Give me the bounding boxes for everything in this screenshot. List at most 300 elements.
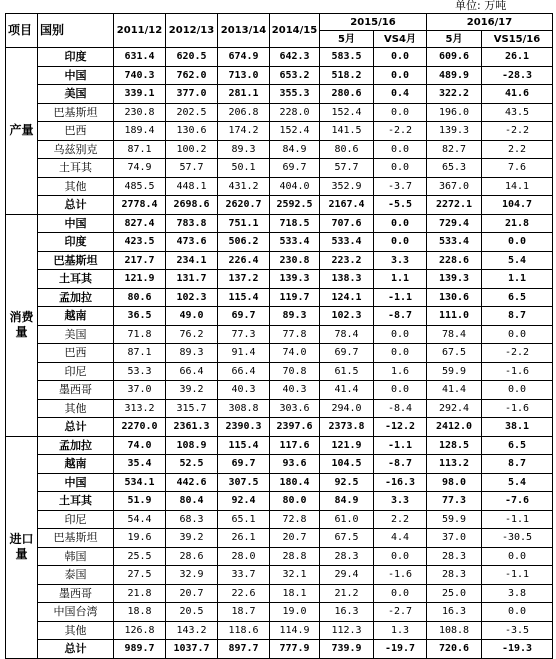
value-cell: 111.0 [427,307,482,326]
value-cell: 20.7 [166,584,218,603]
table-row [6,640,553,659]
value-cell: 77.8 [270,325,320,344]
value-cell: -5.5 [374,196,427,215]
value-cell: 82.7 [427,140,482,159]
section-label: 进口量 [6,436,38,658]
value-cell: 28.3 [427,566,482,585]
value-cell: 89.3 [166,344,218,363]
value-cell: 0.0 [374,344,427,363]
value-cell: 35.4 [114,455,166,474]
value-cell: -1.1 [374,436,427,455]
value-cell: 315.7 [166,399,218,418]
country-cell: 巴基斯坦 [38,529,114,548]
country-cell: 土耳其 [38,270,114,289]
value-cell: 729.4 [427,214,482,233]
value-cell: 152.4 [320,103,374,122]
header-year-2: 2012/13 [166,14,218,48]
header-year-3: 2013/14 [218,14,270,48]
value-cell: 74.0 [114,436,166,455]
value-cell: 234.1 [166,251,218,270]
value-cell: 84.9 [320,492,374,511]
value-cell: 897.7 [218,640,270,659]
value-cell: 2373.8 [320,418,374,437]
table-row [6,159,553,178]
value-cell: 92.4 [218,492,270,511]
table-row [6,85,553,104]
value-cell: 39.2 [166,529,218,548]
value-cell: 66.4 [166,362,218,381]
value-cell: 292.4 [427,399,482,418]
value-cell: 115.4 [218,436,270,455]
table-row [6,418,553,437]
country-cell: 其他 [38,177,114,196]
value-cell: -1.6 [482,399,553,418]
value-cell: 108.8 [427,621,482,640]
value-cell: 37.0 [427,529,482,548]
value-cell: 69.7 [270,159,320,178]
value-cell: 38.1 [482,418,553,437]
country-cell: 巴基斯坦 [38,103,114,122]
table-row [6,196,553,215]
value-cell: 71.8 [114,325,166,344]
country-cell: 中国台湾 [38,603,114,622]
table-row [6,48,553,67]
value-cell: 189.4 [114,122,166,141]
value-cell: 642.3 [270,48,320,67]
table-row [6,547,553,566]
value-cell: 104.5 [320,455,374,474]
value-cell: 0.0 [374,48,427,67]
value-cell: -19.3 [482,640,553,659]
value-cell: 0.0 [482,325,553,344]
value-cell: 6.5 [482,436,553,455]
unit-label: 单位: 万吨 [455,0,507,12]
table-row [6,584,553,603]
value-cell: 0.0 [374,159,427,178]
value-cell: 28.8 [270,547,320,566]
value-cell: 98.0 [427,473,482,492]
value-cell: 28.6 [166,547,218,566]
value-cell: 0.0 [374,214,427,233]
value-cell: -3.7 [374,177,427,196]
value-cell: 280.6 [320,85,374,104]
value-cell: 2778.4 [114,196,166,215]
value-cell: 33.7 [218,566,270,585]
value-cell: 32.1 [270,566,320,585]
country-cell: 墨西哥 [38,584,114,603]
value-cell: 506.2 [218,233,270,252]
value-cell: 533.4 [427,233,482,252]
value-cell: 4.4 [374,529,427,548]
table-row [6,529,553,548]
country-cell: 土耳其 [38,159,114,178]
value-cell: 126.8 [114,621,166,640]
value-cell: 93.6 [270,455,320,474]
value-cell: 620.5 [166,48,218,67]
table-row [6,436,553,455]
value-cell: 40.3 [270,381,320,400]
value-cell: 28.3 [320,547,374,566]
value-cell: 77.3 [427,492,482,511]
value-cell: 124.1 [320,288,374,307]
value-cell: 39.2 [166,381,218,400]
value-cell: 77.3 [218,325,270,344]
value-cell: 174.2 [218,122,270,141]
value-cell: 1.3 [374,621,427,640]
value-cell: 8.7 [482,307,553,326]
value-cell: 67.5 [427,344,482,363]
country-cell: 总计 [38,196,114,215]
table-row [6,325,553,344]
value-cell: 713.0 [218,66,270,85]
value-cell: 307.5 [218,473,270,492]
value-cell: 533.4 [270,233,320,252]
value-cell: 139.3 [270,270,320,289]
value-cell: 102.3 [166,288,218,307]
value-cell: -8.7 [374,307,427,326]
country-cell: 印尼 [38,362,114,381]
value-cell: 2397.6 [270,418,320,437]
table-row [6,473,553,492]
section-label: 产量 [6,48,38,215]
value-cell: 777.9 [270,640,320,659]
table-row [6,140,553,159]
value-cell: 18.7 [218,603,270,622]
value-cell: 84.9 [270,140,320,159]
value-cell: 61.5 [320,362,374,381]
value-cell: 100.2 [166,140,218,159]
value-cell: 69.7 [218,455,270,474]
value-cell: 718.5 [270,214,320,233]
value-cell: 80.0 [270,492,320,511]
value-cell: 448.1 [166,177,218,196]
table-row [6,455,553,474]
table-row [6,288,553,307]
country-cell: 其他 [38,621,114,640]
table-row [6,362,553,381]
cotton-balance-table [5,13,553,659]
value-cell: 720.6 [427,640,482,659]
value-cell: 19.6 [114,529,166,548]
value-cell: 230.8 [270,251,320,270]
value-cell: -28.3 [482,66,553,85]
value-cell: 72.8 [270,510,320,529]
value-cell: 92.5 [320,473,374,492]
value-cell: 0.0 [482,547,553,566]
value-cell: 180.4 [270,473,320,492]
country-cell: 总计 [38,418,114,437]
country-cell: 总计 [38,640,114,659]
value-cell: 114.9 [270,621,320,640]
value-cell: 740.3 [114,66,166,85]
value-cell: 74.9 [114,159,166,178]
header-month-2015: 5月 [320,31,374,48]
table-body [6,48,553,659]
value-cell: 313.2 [114,399,166,418]
value-cell: 21.2 [320,584,374,603]
value-cell: 65.1 [218,510,270,529]
value-cell: 118.6 [218,621,270,640]
value-cell: 989.7 [114,640,166,659]
value-cell: -1.1 [482,510,553,529]
value-cell: 41.4 [427,381,482,400]
value-cell: 40.3 [218,381,270,400]
value-cell: 69.7 [218,307,270,326]
value-cell: 431.2 [218,177,270,196]
table-row [6,122,553,141]
value-cell: 1037.7 [166,640,218,659]
value-cell: 18.8 [114,603,166,622]
value-cell: 78.4 [427,325,482,344]
value-cell: 57.7 [320,159,374,178]
value-cell: 59.9 [427,362,482,381]
value-cell: 41.6 [482,85,553,104]
value-cell: 0.0 [374,584,427,603]
value-cell: 28.0 [218,547,270,566]
table-row [6,381,553,400]
value-cell: 25.5 [114,547,166,566]
table-row [6,66,553,85]
value-cell: 53.3 [114,362,166,381]
value-cell: 29.4 [320,566,374,585]
value-cell: 68.3 [166,510,218,529]
value-cell: 113.2 [427,455,482,474]
value-cell: -19.7 [374,640,427,659]
value-cell: 37.0 [114,381,166,400]
country-cell: 巴基斯坦 [38,251,114,270]
value-cell: 87.1 [114,140,166,159]
value-cell: 533.4 [320,233,374,252]
value-cell: 217.7 [114,251,166,270]
value-cell: 78.4 [320,325,374,344]
value-cell: 130.6 [427,288,482,307]
value-cell: 0.0 [482,603,553,622]
value-cell: 108.9 [166,436,218,455]
value-cell: 141.5 [320,122,374,141]
header-year-1: 2011/12 [114,14,166,48]
table-row [6,510,553,529]
table-row [6,103,553,122]
value-cell: 0.0 [482,233,553,252]
value-cell: 2390.3 [218,418,270,437]
value-cell: 2270.0 [114,418,166,437]
value-cell: 22.6 [218,584,270,603]
value-cell: 1.6 [374,362,427,381]
value-cell: 5.4 [482,251,553,270]
table-row [6,566,553,585]
value-cell: 322.2 [427,85,482,104]
value-cell: 143.2 [166,621,218,640]
value-cell: 121.9 [320,436,374,455]
country-cell: 巴西 [38,344,114,363]
value-cell: 2167.4 [320,196,374,215]
value-cell: 485.5 [114,177,166,196]
value-cell: 91.4 [218,344,270,363]
value-cell: 67.5 [320,529,374,548]
country-cell: 孟加拉 [38,436,114,455]
value-cell: -1.6 [374,566,427,585]
value-cell: 783.8 [166,214,218,233]
value-cell: 0.4 [374,85,427,104]
value-cell: 21.8 [482,214,553,233]
value-cell: 104.7 [482,196,553,215]
value-cell: 762.0 [166,66,218,85]
value-cell: 139.3 [427,270,482,289]
value-cell: 139.3 [427,122,482,141]
country-cell: 印度 [38,48,114,67]
value-cell: 5.4 [482,473,553,492]
value-cell: 827.4 [114,214,166,233]
value-cell: 51.9 [114,492,166,511]
value-cell: 0.0 [374,233,427,252]
value-cell: 65.3 [427,159,482,178]
value-cell: 87.1 [114,344,166,363]
value-cell: 117.6 [270,436,320,455]
header-vs-2015: VS4月 [374,31,427,48]
value-cell: 43.5 [482,103,553,122]
value-cell: 206.8 [218,103,270,122]
table-row [6,214,553,233]
value-cell: -2.2 [482,344,553,363]
table-row [6,270,553,289]
table-row [6,251,553,270]
country-cell: 印度 [38,233,114,252]
value-cell: 2272.1 [427,196,482,215]
value-cell: 28.3 [427,547,482,566]
table-row [6,603,553,622]
country-cell: 巴西 [38,122,114,141]
value-cell: 281.1 [218,85,270,104]
value-cell: 226.4 [218,251,270,270]
value-cell: -2.2 [374,122,427,141]
header-item: 项目 [6,14,38,48]
value-cell: 19.0 [270,603,320,622]
value-cell: 303.6 [270,399,320,418]
value-cell: 20.5 [166,603,218,622]
value-cell: 74.0 [270,344,320,363]
country-cell: 乌兹别克 [38,140,114,159]
value-cell: -30.5 [482,529,553,548]
country-cell: 中国 [38,66,114,85]
value-cell: 1.1 [482,270,553,289]
value-cell: 128.5 [427,436,482,455]
value-cell: 0.0 [374,325,427,344]
value-cell: 739.9 [320,640,374,659]
value-cell: 3.3 [374,251,427,270]
value-cell: 473.6 [166,233,218,252]
value-cell: -8.4 [374,399,427,418]
value-cell: 137.2 [218,270,270,289]
value-cell: 7.6 [482,159,553,178]
value-cell: 80.6 [114,288,166,307]
country-cell: 泰国 [38,566,114,585]
value-cell: -8.7 [374,455,427,474]
value-cell: 308.8 [218,399,270,418]
value-cell: 0.0 [374,103,427,122]
value-cell: 352.9 [320,177,374,196]
value-cell: 489.9 [427,66,482,85]
header-month-2016: 5月 [427,31,482,48]
table-row [6,233,553,252]
table-row [6,177,553,196]
header-season-2015: 2015/16 [320,14,427,31]
country-cell: 土耳其 [38,492,114,511]
country-cell: 印尼 [38,510,114,529]
value-cell: 355.3 [270,85,320,104]
country-cell: 中国 [38,214,114,233]
value-cell: 50.1 [218,159,270,178]
value-cell: 228.6 [427,251,482,270]
value-cell: 442.6 [166,473,218,492]
value-cell: 196.0 [427,103,482,122]
value-cell: 202.5 [166,103,218,122]
value-cell: 16.3 [427,603,482,622]
value-cell: 377.0 [166,85,218,104]
value-cell: 2412.0 [427,418,482,437]
value-cell: 1.1 [374,270,427,289]
value-cell: 0.0 [374,140,427,159]
country-cell: 越南 [38,307,114,326]
value-cell: 41.4 [320,381,374,400]
value-cell: 6.5 [482,288,553,307]
value-cell: 0.0 [374,547,427,566]
value-cell: -1.1 [482,566,553,585]
value-cell: 130.6 [166,122,218,141]
value-cell: 69.7 [320,344,374,363]
value-cell: 152.4 [270,122,320,141]
value-cell: 25.0 [427,584,482,603]
value-cell: 2698.6 [166,196,218,215]
value-cell: 26.1 [482,48,553,67]
country-cell: 孟加拉 [38,288,114,307]
value-cell: 36.5 [114,307,166,326]
value-cell: 0.0 [482,381,553,400]
value-cell: 26.1 [218,529,270,548]
value-cell: 102.3 [320,307,374,326]
value-cell: 14.1 [482,177,553,196]
value-cell: 674.9 [218,48,270,67]
country-cell: 墨西哥 [38,381,114,400]
value-cell: 423.5 [114,233,166,252]
value-cell: 230.8 [114,103,166,122]
header-year-4: 2014/15 [270,14,320,48]
value-cell: 57.7 [166,159,218,178]
country-cell: 韩国 [38,547,114,566]
value-cell: 76.2 [166,325,218,344]
value-cell: 27.5 [114,566,166,585]
section-label: 消费量 [6,214,38,436]
value-cell: 52.5 [166,455,218,474]
value-cell: -1.6 [482,362,553,381]
table-row [6,307,553,326]
value-cell: 404.0 [270,177,320,196]
value-cell: 294.0 [320,399,374,418]
value-cell: 20.7 [270,529,320,548]
table-row [6,399,553,418]
value-cell: 131.7 [166,270,218,289]
value-cell: 0.0 [374,381,427,400]
table-row [6,492,553,511]
value-cell: 367.0 [427,177,482,196]
country-cell: 美国 [38,85,114,104]
value-cell: 89.3 [218,140,270,159]
value-cell: 112.3 [320,621,374,640]
value-cell: 631.4 [114,48,166,67]
value-cell: 8.7 [482,455,553,474]
value-cell: 583.5 [320,48,374,67]
value-cell: -3.5 [482,621,553,640]
value-cell: 49.0 [166,307,218,326]
